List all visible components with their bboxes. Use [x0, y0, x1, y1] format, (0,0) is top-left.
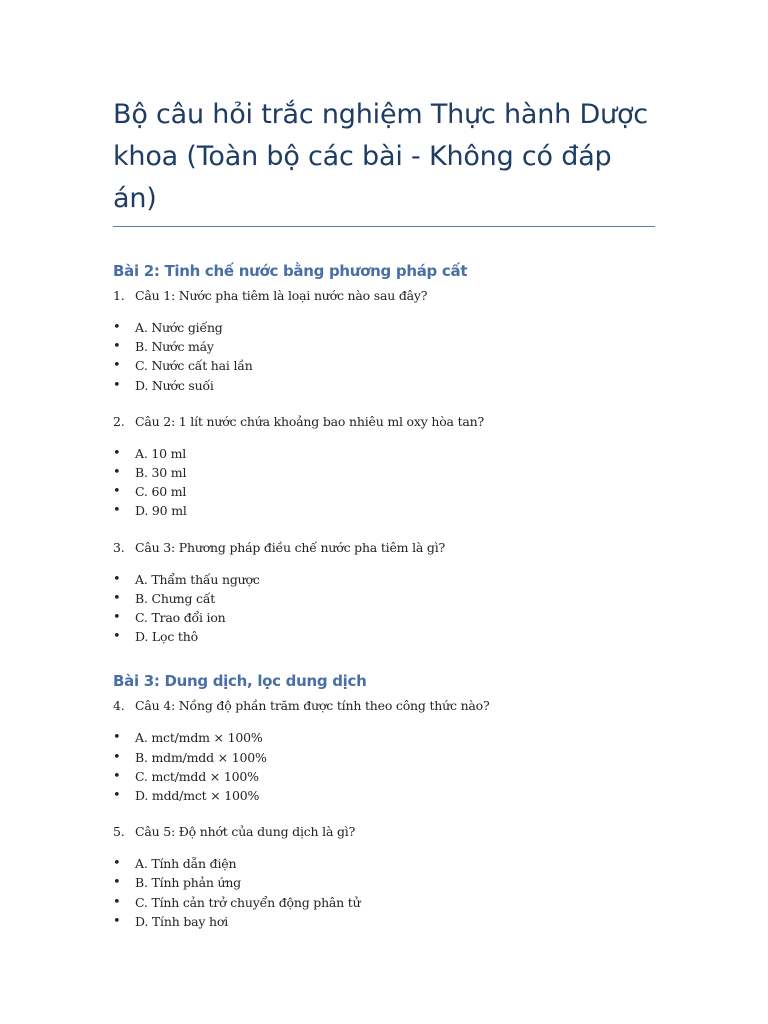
section-bai-2 — [113, 261, 655, 646]
bullet-icon: • — [113, 445, 121, 461]
bullet-icon: • — [113, 730, 121, 746]
question-number: 3. — [113, 539, 125, 555]
bullet-icon: • — [113, 894, 121, 910]
question-2 — [113, 412, 655, 431]
list-item — [113, 608, 655, 627]
question-5 — [113, 822, 655, 841]
question-text: Câu 3: Phương pháp điều chế nước pha tiêm là gì? — [135, 539, 445, 555]
list-item — [113, 873, 655, 892]
list-item — [113, 767, 655, 786]
bullet-icon: • — [113, 875, 121, 891]
bullet-icon: • — [113, 377, 121, 393]
list-item — [113, 337, 655, 356]
question-number: 2. — [113, 413, 125, 429]
list-item — [113, 482, 655, 501]
options-list — [113, 444, 655, 521]
list-item — [113, 463, 655, 482]
question-number: 5. — [113, 824, 125, 840]
option-text: B. Nước máy — [135, 339, 214, 355]
question-1 — [113, 286, 655, 305]
bullet-icon: • — [113, 768, 121, 784]
list-item — [113, 570, 655, 589]
options-list — [113, 854, 655, 931]
bullet-icon: • — [113, 856, 121, 872]
list-item — [113, 589, 655, 608]
section-heading: Bài 2: Tinh chế nước bằng phương pháp cất — [113, 262, 468, 280]
list-item — [113, 318, 655, 337]
list-item — [113, 501, 655, 520]
question-text: Câu 4: Nồng độ phần trăm được tính theo công thức nào? — [135, 698, 490, 714]
question-4 — [113, 696, 655, 715]
option-text: C. 60 ml — [135, 484, 187, 500]
list-item — [113, 893, 655, 912]
question-text: Câu 2: 1 lít nước chứa khoảng bao nhiêu ml oxy hòa tan? — [135, 413, 484, 429]
bullet-icon: • — [113, 610, 121, 626]
option-text: C. Nước cất hai lần — [135, 358, 253, 374]
option-text: C. mct/mdd × 100% — [135, 768, 259, 784]
question-3 — [113, 538, 655, 557]
option-text: C. Trao đổi ion — [135, 610, 226, 626]
option-text: A. Nước giếng — [135, 320, 223, 335]
option-text: A. mct/mdm × 100% — [135, 730, 263, 746]
list-item — [113, 748, 655, 767]
bullet-icon: • — [113, 339, 121, 355]
bullet-icon: • — [113, 503, 121, 519]
question-number: 1. — [113, 288, 125, 303]
option-text: B. Tính phản ứng — [135, 875, 241, 891]
option-text: D. 90 ml — [135, 503, 187, 519]
bullet-icon: • — [113, 484, 121, 500]
bullet-icon: • — [113, 320, 121, 335]
option-text: A. 10 ml — [135, 445, 187, 461]
document-title: Bộ câu hỏi trắc nghiệm Thực hành Dược khoa (Toàn bộ các bài - Không có đáp án) — [113, 99, 648, 214]
section-bai-3 — [113, 671, 655, 931]
option-text: D. Lọc thô — [135, 629, 198, 645]
document-page — [113, 0, 655, 931]
list-item — [113, 627, 655, 646]
bullet-icon: • — [113, 749, 121, 765]
option-text: B. mdm/mdd × 100% — [135, 749, 267, 765]
list-item — [113, 728, 655, 747]
list-item — [113, 444, 655, 463]
option-text: A. Thẩm thấu ngược — [135, 571, 260, 587]
bullet-icon: • — [113, 465, 121, 481]
title-divider — [113, 226, 655, 227]
bullet-icon: • — [113, 590, 121, 606]
option-text: D. mdd/mct × 100% — [135, 788, 260, 804]
options-list — [113, 570, 655, 647]
options-list — [113, 728, 655, 805]
option-text: D. Tính bay hơi — [135, 913, 228, 929]
list-item — [113, 912, 655, 931]
option-text: D. Nước suối — [135, 377, 214, 393]
option-text: B. 30 ml — [135, 465, 187, 481]
list-item — [113, 376, 655, 395]
option-text: B. Chưng cất — [135, 590, 216, 606]
question-number: 4. — [113, 698, 125, 714]
question-text: Câu 1: Nước pha tiêm là loại nước nào sau đây? — [135, 288, 428, 303]
bullet-icon: • — [113, 629, 121, 645]
bullet-icon: • — [113, 913, 121, 929]
bullet-icon: • — [113, 788, 121, 804]
section-heading: Bài 3: Dung dịch, lọc dung dịch — [113, 672, 367, 691]
list-item — [113, 786, 655, 805]
options-list — [113, 318, 655, 395]
bullet-icon: • — [113, 571, 121, 587]
option-text: A. Tính dẫn điện — [135, 856, 237, 872]
list-item — [113, 356, 655, 375]
option-text: C. Tính cản trở chuyển động phân tử — [135, 894, 361, 910]
question-text: Câu 5: Độ nhớt của dung dịch là gì? — [135, 824, 356, 840]
bullet-icon: • — [113, 358, 121, 374]
list-item — [113, 854, 655, 873]
